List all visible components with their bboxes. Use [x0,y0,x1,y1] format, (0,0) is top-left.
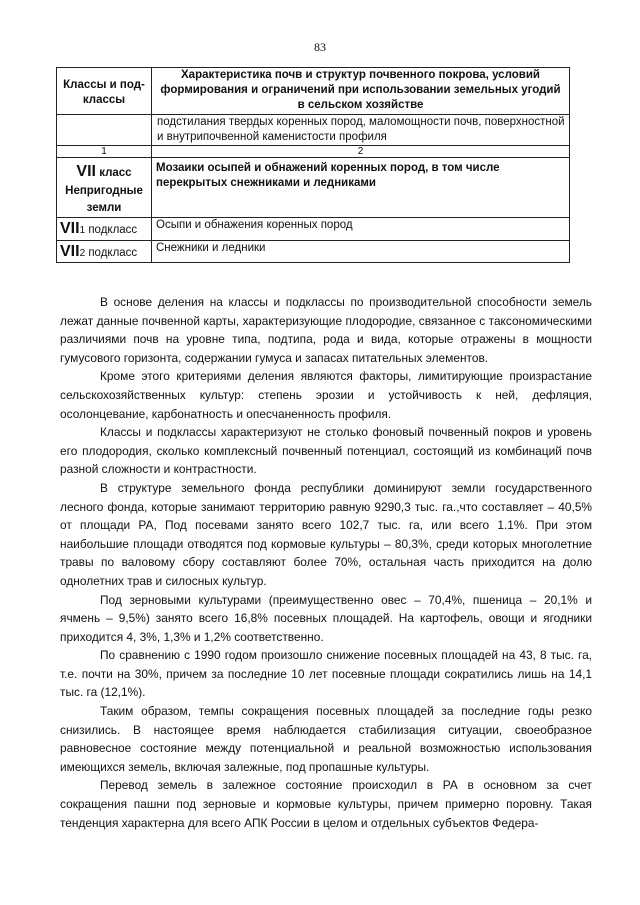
land-classes-table [56,67,570,263]
paragraph: Кроме этого критериями деления являются факторы, лимитирующие произрастание сельскохозяйственных культур: степень эрозии и устойчивость к ней, дефляция, осолонцевание, карбонатность и опесчаненность профиля. [60,369,592,421]
subclass-number: 1 [79,225,86,237]
subclass-roman: VII [60,220,80,238]
subclass-number: 2 [79,247,86,259]
class-name-line1: Непригодные [65,185,143,198]
header-classes: Классы и под-классы [57,68,152,115]
class-name-line2: земли [86,201,122,214]
paragraph: Классы и подклассы характеризуют не столько фоновый почвенный покров и уровень его плодородия, сколько комплексный почвенный потенциал, состоящий из комбинаций почв разной сложности и контрастности. [60,425,592,477]
continuation-text: подстилания твердых коренных пород, маломощности почв, поверхностной и внутрипочвенной каменистости профиля [152,114,570,145]
subclass-roman: VII [60,242,80,260]
table-row [57,114,570,145]
column-numbers-row [57,145,570,157]
empty-cell [57,114,152,145]
paragraph: Таким образом, темпы сокращения посевных площадей за последние годы резко снизились. В настоящее время наблюдается стабилизация ситуации, своеобразное равновесное состояние между потенциальной и реальной возможностью использования имеющихся земель, включая залежные, под пропашные культуры. [60,704,592,774]
table-header-row [57,68,570,115]
subclass-word: подкласс [88,246,138,259]
column-number-2: 2 [152,145,570,157]
paragraph: По сравнению с 1990 годом произошло снижение посевных площадей на 43, 8 тыс. га, т.е. почти на 30%, причем за последние 10 лет посевные площади сократились лишь на 14,1 тыс. га (12,1%). [60,648,592,700]
paragraph: Перевод земель в залежное состояние происходил в РА в основном за счет сокращения пашни под зерновые и кормовые культуры, причем примерно поровну. Такая тенденция характерна для всего АПК России в целом и отдельных субъектов Федера- [60,778,592,830]
class-roman: VII [76,162,96,180]
subclass-name-cell [57,240,152,262]
subclass-row [57,218,570,240]
subclass-row [57,240,570,262]
subclass-name-cell [57,218,152,240]
subclass-word: подкласс [88,224,138,237]
class-description: Мозаики осыпей и обнажений коренных пород, в том числе перекрытых снежниками и ледниками [152,157,570,218]
class-name-cell [57,157,152,218]
body-text [60,293,592,832]
subclass-description: Снежники и ледники [152,240,570,262]
paragraph: Под зерновыми культурами (преимущественно овес – 70,4%, пшеница – 20,1% и ячмень – 9,5%) занято всего 16,8% посевных площадей. На картофель, овощи и ягодники приходится 4, 3%, 1,3% и 1,2% соответственно. [60,592,592,644]
header-characteristics: Характеристика почв и структур почвенного покрова, условий формирования и ограничений при использовании земельных угодий в сельском хозяйстве [152,68,570,115]
column-number-1: 1 [57,145,152,157]
page-number: 83 [314,40,326,54]
paragraph: В структуре земельного фонда республики доминируют земли государственного лесного фонда, которые занимают территорию равную 9290,3 тыс. га.,что составляет – 40,5% от площади РА, Под посевами занято всего 102,7 тыс. га, или всего 1.1%. При этом наибольшие площади отводятся под кормовые культуры – 80,3%, среди которых многолетние травы по валовому сбору составляют более 70%, остальная часть приходится на долю однолетних трав и силосных культур. [60,480,592,588]
class-word: класс [99,166,132,179]
subclass-description: Осыпи и обнажения коренных пород [152,218,570,240]
class-row [57,157,570,218]
paragraph: В основе деления на классы и подклассы по производительной способности земель лежат данные почвенной карты, характеризующие плодородие, связанное с таксономическими различиями почв на уровне типа, подтипа, рода и вида, которые отражены в мощности гумусового горизонта, содержании гумуса и запасах питательных элементов. [60,295,592,365]
